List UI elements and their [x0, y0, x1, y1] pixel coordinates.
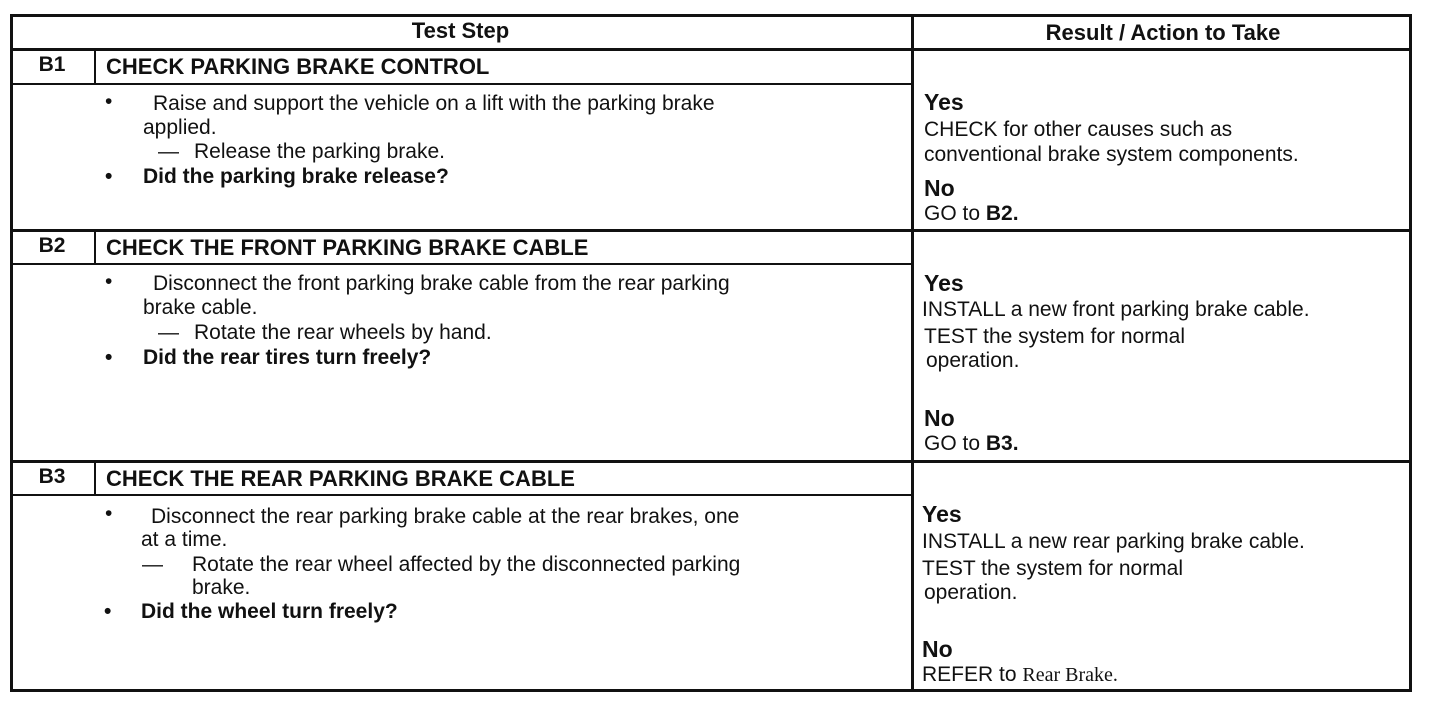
step-substep: Release the parking brake. [194, 140, 445, 163]
result-yes-action-continued: conventional brake system components. [924, 143, 1299, 166]
step-title: CHECK THE REAR PARKING BRAKE CABLE [106, 466, 575, 491]
bullet-icon: • [105, 270, 113, 293]
result-yes-action-continued: TEST the system for normal [922, 557, 1184, 580]
no-label: No [924, 405, 955, 431]
bullet-icon: • [105, 502, 113, 525]
rear-brake-link[interactable]: Rear Brake. [1022, 664, 1118, 686]
result-yes-action: INSTALL a new rear parking brake cable. [922, 530, 1305, 553]
step-id: B2 [38, 234, 66, 257]
header-result-action: Result / Action to Take [1045, 20, 1281, 45]
step-substep: Rotate the rear wheel affected by the disconnected parking [192, 553, 741, 576]
step-substep-continued: brake. [192, 576, 251, 599]
yes-label: Yes [924, 270, 964, 296]
result-yes-label [924, 90, 964, 116]
result-yes-action-continued: TEST the system for normal [924, 325, 1186, 348]
dash-icon: — [142, 553, 163, 576]
step-title: CHECK THE FRONT PARKING BRAKE CABLE [106, 235, 589, 260]
result-no-action [924, 432, 1019, 456]
yes-label: Yes [924, 89, 964, 115]
row-divider-b2-b3 [10, 460, 1412, 463]
column-divider [911, 14, 914, 692]
yes-label: Yes [922, 501, 962, 527]
step-id: B3 [38, 465, 66, 488]
b1-id-divider [94, 48, 96, 85]
header-test-step: Test Step [411, 18, 510, 43]
result-no-action [922, 663, 1118, 687]
bullet-icon: • [105, 346, 113, 369]
dash-icon: — [158, 321, 179, 344]
result-yes-action: INSTALL a new front parking brake cable. [922, 298, 1310, 321]
result-yes-action-continued: operation. [924, 581, 1018, 604]
step-question: Did the wheel turn freely? [141, 600, 398, 623]
goto-step-link[interactable]: B3. [985, 432, 1019, 455]
result-no-label [924, 176, 955, 202]
goto-step-link[interactable]: B2. [985, 202, 1019, 225]
b2-title-divider [10, 263, 913, 265]
b2-id-divider [94, 229, 96, 265]
step-instruction-continued: brake cable. [143, 296, 258, 319]
result-no-label [924, 406, 955, 432]
step-title: CHECK PARKING BRAKE CONTROL [106, 54, 490, 79]
b1-title-divider [10, 83, 913, 85]
no-label: No [924, 175, 955, 201]
step-instruction: Disconnect the front parking brake cable from the rear parking [153, 272, 730, 295]
header-divider [10, 48, 1412, 51]
b3-id-divider [94, 460, 96, 496]
result-no-label [922, 637, 953, 663]
step-instruction-continued: at a time. [141, 528, 228, 551]
step-instruction-continued: applied. [143, 116, 217, 139]
bullet-icon: • [104, 600, 112, 623]
no-label: No [922, 636, 953, 662]
step-question: Did the rear tires turn freely? [143, 346, 432, 369]
bullet-icon: • [105, 90, 113, 113]
result-yes-label [922, 502, 962, 528]
result-yes-action-continued: operation. [926, 349, 1020, 372]
result-yes-label [924, 271, 964, 297]
instruction-line: Raise and support the vehicle on a lift with the parking brake [153, 92, 715, 115]
no-action-prefix: REFER to [922, 663, 1023, 686]
step-instruction: Disconnect the rear parking brake cable at the rear brakes, one [151, 505, 740, 528]
dash-icon: — [158, 140, 179, 163]
no-action-prefix: GO to [924, 432, 986, 455]
result-no-action [924, 202, 1019, 226]
step-question: Did the parking brake release? [143, 165, 449, 188]
b3-title-divider [10, 494, 913, 496]
result-yes-action: CHECK for other causes such as [924, 118, 1233, 141]
bullet-icon: • [105, 165, 113, 188]
row-divider-b1-b2 [10, 229, 1412, 232]
no-action-prefix: GO to [924, 202, 986, 225]
step-substep: Rotate the rear wheels by hand. [194, 321, 492, 344]
step-instruction [153, 92, 715, 116]
step-id: B1 [38, 53, 66, 76]
